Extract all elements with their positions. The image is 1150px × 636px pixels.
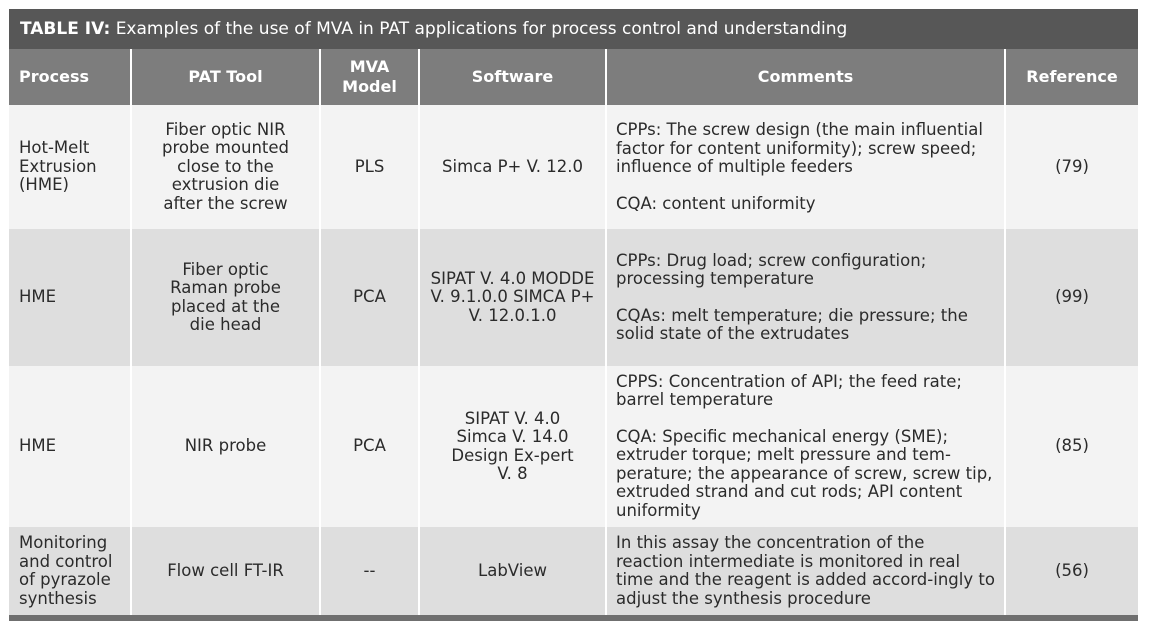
cell-comments [606, 366, 1005, 527]
header-mva-model [320, 49, 419, 105]
cell-process: HME [9, 229, 131, 366]
comment-paragraph: CQA: content uniformity [616, 193, 816, 213]
cell-pat-tool [131, 105, 320, 229]
cell-mva-model: -- [320, 527, 419, 615]
cell-software [419, 229, 606, 366]
cell-pat-tool-text: Fiber optic NIR probe mounted close to the extrusion die after the screw [161, 119, 290, 213]
comment-paragraph: CQA: Specific mechanical energy (SME); extruder torque; melt pressure and tem-perature; the appearance of screw, screw tip, extruded strand and cut rods; API content uniformity [616, 426, 993, 520]
header-comments: Comments [606, 49, 1005, 105]
header-row [9, 49, 1138, 105]
header-process: Process [9, 49, 131, 105]
cell-process-text: Monitoring and control of pyrazole synthesis [19, 533, 113, 608]
cell-software-text: SIPAT V. 4.0 MODDE V. 9.1.0.0 SIMCA P+ V. 12.0.1.0 [430, 268, 595, 325]
table-figure [9, 9, 1138, 621]
cell-software [419, 366, 606, 527]
comment-paragraph: CQAs: melt temperature; die pressure; the solid state of the extrudates [616, 305, 968, 343]
cell-reference: (99) [1005, 229, 1138, 366]
header-mva-model-text: MVA Model [342, 57, 397, 96]
table-title [9, 9, 1138, 49]
cell-pat-tool-text: Fiber optic Raman probe placed at the die head [170, 259, 281, 334]
cell-reference: (56) [1005, 527, 1138, 615]
cell-reference: (79) [1005, 105, 1138, 229]
table-row [9, 366, 1138, 527]
cell-mva-model: PCA [320, 229, 419, 366]
cell-pat-tool: NIR probe [131, 366, 320, 527]
table-row [9, 527, 1138, 615]
header-software: Software [419, 49, 606, 105]
cell-process [9, 105, 131, 229]
cell-process: HME [9, 366, 131, 527]
comment-paragraph: In this assay the concentration of the reaction intermediate is monitored in real time and the reagent is added accord-ingly to adjust the synthesis procedure [616, 533, 995, 608]
cell-process [9, 527, 131, 615]
cell-pat-tool: Flow cell FT-IR [131, 527, 320, 615]
data-table [9, 49, 1138, 615]
cell-process-text: Hot-Melt Extrusion (HME) [19, 138, 97, 195]
cell-mva-model: PCA [320, 366, 419, 527]
bottom-rule [9, 615, 1138, 621]
cell-comments [606, 527, 1005, 615]
comment-paragraph: CPPs: Drug load; screw configuration; processing temperature [616, 250, 927, 288]
cell-comments [606, 229, 1005, 366]
table-row [9, 229, 1138, 366]
table-title-label: TABLE IV: [20, 19, 111, 39]
comment-paragraph: CPPS: Concentration of API; the feed rate; barrel temperature [616, 371, 962, 410]
cell-reference: (85) [1005, 366, 1138, 527]
cell-mva-model: PLS [320, 105, 419, 229]
header-pat-tool: PAT Tool [131, 49, 320, 105]
comment-paragraph: CPPs: The screw design (the main influential factor for content uniformity); screw speed; influence of multiple feeders [616, 120, 983, 176]
cell-pat-tool [131, 229, 320, 366]
table-row [9, 105, 1138, 229]
cell-software: LabView [419, 527, 606, 615]
cell-software-text: SIPAT V. 4.0 Simca V. 14.0 Design Ex-pert V. 8 [451, 408, 574, 483]
cell-comments [606, 105, 1005, 229]
table-title-text: Examples of the use of MVA in PAT applications for process control and understanding [115, 19, 848, 39]
header-reference: Reference [1005, 49, 1138, 105]
cell-software: Simca P+ V. 12.0 [419, 105, 606, 229]
